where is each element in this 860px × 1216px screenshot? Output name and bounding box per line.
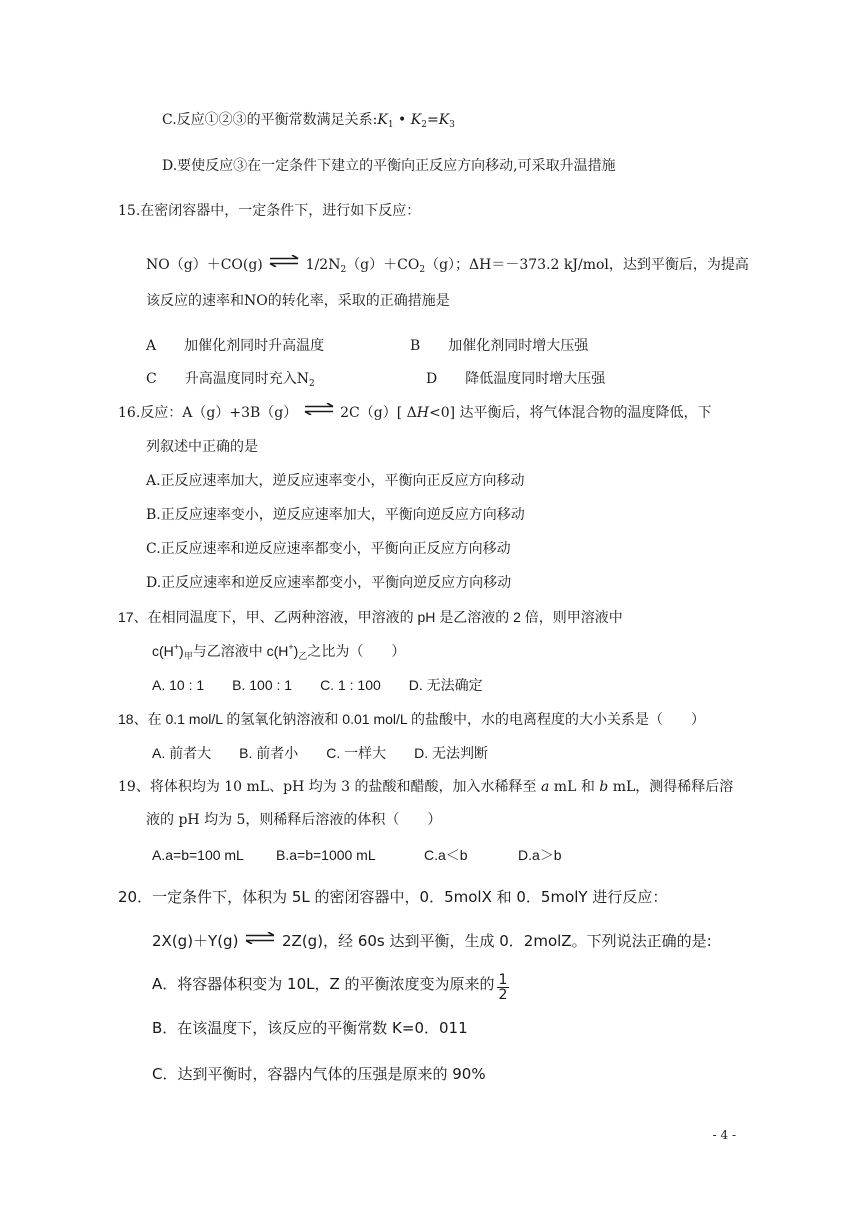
q19-option-b: B.a=b=1000 mL — [276, 847, 376, 863]
q15-stem: 15.在密闭容器中，一定条件下，进行如下反应： — [118, 203, 421, 219]
q20-stem: 20．一定条件下，体积为 5L 的密闭容器中，0．5molX 和 0．5molY 进行反应： — [118, 888, 668, 906]
q16-option-d: D.正反应速率和逆反应速率都变小，平衡向逆反应方向移动 — [146, 575, 512, 591]
q20-option-b: B．在该温度下，该反应的平衡常数 K=0．011 — [152, 1019, 468, 1037]
q19-option-d: D.a＞b — [518, 847, 562, 863]
q14-option-d: D.要使反应③在一定条件下建立的平衡向正反应方向移动,可采取升温措施 — [162, 158, 616, 174]
q14-option-c: C.反应①②③的平衡常数满足关系$:K_1$ • $K_2=K_3$ — [162, 112, 455, 130]
q15-option-c: C 升高温度同时充入$N_2$ — [146, 371, 315, 389]
q20-option-a: A．将容器体积变为 10L，Z 的平衡浓度变为原来的 $\frac{1}{2}$ — [152, 972, 508, 1003]
q15-equation: NO（g）＋CO(g) $1/2N_2(g)+CO_2(g)$；ΔH＝－373.2 kJ/mol，达到平衡后，为提高 — [146, 257, 749, 275]
q17-stem: 17、在相同温度下，甲、乙两种溶液，甲溶液的 pH 是乙溶液的 2 倍，则甲溶液中 — [118, 609, 623, 625]
q19-stem: 19、将体积均为 10 mL、pH 均为 3 的盐酸和醋酸，加入水稀释至 a mL 和 b mL，测得稀释后溶 — [118, 779, 734, 795]
q18-options: A. 前者大 B. 前者小 C. 一样大 D. 无法判断 — [152, 745, 489, 761]
q19-option-a: A.a=b=100 mL — [152, 847, 244, 863]
q19-option-c: C.a＜b — [424, 847, 468, 863]
q15-option-d: D 降低温度同时增大压强 — [426, 371, 606, 387]
q19-stem-line2: 液的 pH 均为 5，则稀释后溶液的体积（ ） — [146, 812, 442, 828]
fraction-one-half: $\frac{1}{2}$ — [498, 972, 508, 1003]
q18-stem: 18、在 0.1 mol/L 的氢氧化钠溶液和 0.01 mol/L 的盐酸中，水的电离程度的大小关系是（ ） — [118, 711, 706, 727]
q16-stem: 16.反应：A（g）+3B（g） 2C（g）[ ΔH<0] 达平衡后，将气体混合物的温度降低，下 — [118, 405, 712, 421]
page-number: - 4 - — [712, 1128, 736, 1142]
equilibrium-arrow-icon — [269, 255, 299, 267]
q16-option-a: A.正反应速率加大，逆反应速率变小，平衡向正反应方向移动 — [146, 473, 525, 489]
q16-option-c: C.正反应速率和逆反应速率都变小，平衡向正反应方向移动 — [146, 541, 511, 557]
q17-stem-line2: $c(H^+)_甲$与乙溶液中 $c(H^+)_乙$之比为（ ） — [152, 642, 406, 661]
q20-option-c: C．达到平衡时，容器内气体的压强是原来的 90% — [152, 1065, 486, 1083]
q15-option-b: B 加催化剂同时增大压强 — [410, 338, 589, 354]
q16-option-b: B.正反应速率变小，逆反应速率加大，平衡向逆反应方向移动 — [146, 507, 525, 523]
equilibrium-arrow-icon — [245, 932, 275, 944]
q17-options: A. 10 : 1 B. 100 : 1 C. 1 : 100 D. 无法确定 — [152, 677, 483, 693]
q20-equation: 2X(g)＋Y(g) 2Z(g)，经 60s 达到平衡，生成 0．2molZ。下列说法正确的是: — [152, 932, 712, 950]
q15-stem-line2: 该反应的速率和NO的转化率，采取的正确措施是 — [146, 293, 450, 309]
q16-stem-line2: 列叙述中正确的是 — [146, 439, 258, 455]
q15-option-a: A 加催化剂同时升高温度 — [146, 338, 325, 354]
equilibrium-arrow-icon — [304, 403, 334, 415]
